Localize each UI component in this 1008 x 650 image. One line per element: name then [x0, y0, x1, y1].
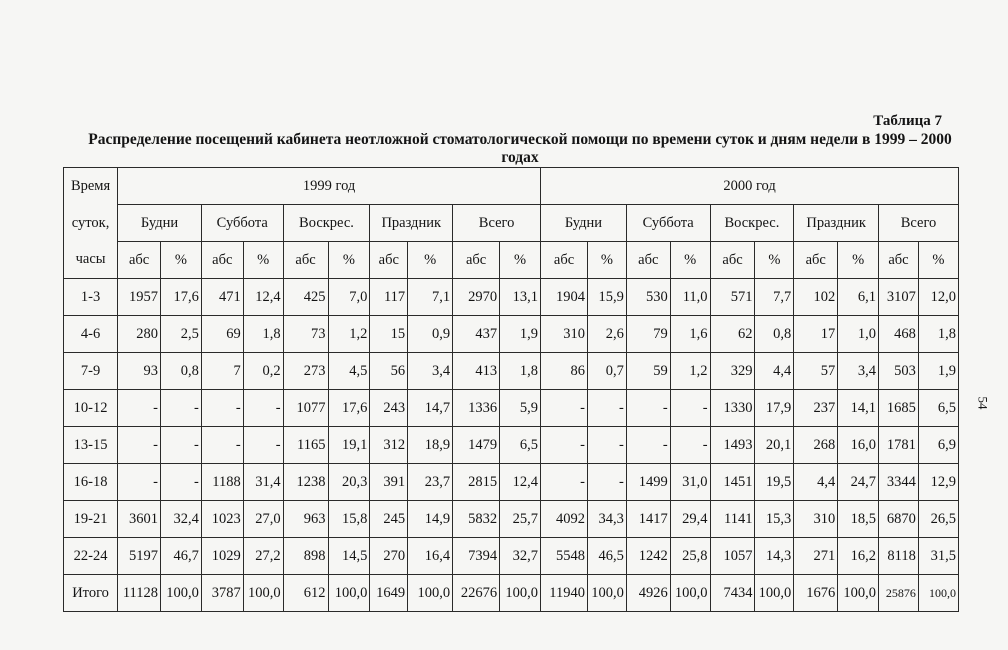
header-unit-abs: абс — [453, 242, 500, 279]
table-row — [64, 538, 959, 575]
cell-abs: 963 — [283, 501, 328, 538]
cell-pct: 16,4 — [408, 538, 453, 575]
cell-abs: 86 — [541, 353, 588, 390]
header-group: Всего — [879, 205, 959, 242]
cell-pct: 14,5 — [328, 538, 370, 575]
cell-pct: 15,3 — [755, 501, 794, 538]
row-label: 1-3 — [64, 279, 118, 316]
cell-pct: - — [161, 427, 202, 464]
cell-abs: 1057 — [710, 538, 755, 575]
header-unit-abs: абс — [370, 242, 408, 279]
cell-pct: 0,2 — [243, 353, 283, 390]
cell-pct: 100,0 — [670, 575, 710, 612]
cell-pct: 31,5 — [918, 538, 958, 575]
cell-pct: - — [243, 427, 283, 464]
cell-pct: 100,0 — [918, 575, 958, 612]
cell-pct: 100,0 — [588, 575, 627, 612]
cell-abs: 310 — [794, 501, 838, 538]
header-unit-pct: % — [328, 242, 370, 279]
cell-abs: - — [626, 390, 670, 427]
header-group: Будни — [118, 205, 202, 242]
cell-pct: 6,1 — [838, 279, 879, 316]
cell-abs: - — [201, 427, 243, 464]
header-group: Воскрес. — [283, 205, 370, 242]
header-unit-abs: абс — [626, 242, 670, 279]
cell-abs: 62 — [710, 316, 755, 353]
cell-abs: 1077 — [283, 390, 328, 427]
cell-pct: 6,9 — [918, 427, 958, 464]
cell-pct: 2,6 — [588, 316, 627, 353]
row-label: 16-18 — [64, 464, 118, 501]
cell-pct: 6,5 — [500, 427, 541, 464]
header-unit-pct: % — [500, 242, 541, 279]
cell-abs: 7434 — [710, 575, 755, 612]
table-row — [64, 279, 959, 316]
cell-pct: 14,1 — [838, 390, 879, 427]
cell-pct: 1,8 — [243, 316, 283, 353]
page-number: 54 — [975, 396, 991, 410]
table-row — [64, 390, 959, 427]
cell-pct: 6,5 — [918, 390, 958, 427]
cell-pct: 1,9 — [918, 353, 958, 390]
header-unit-abs: абс — [201, 242, 243, 279]
cell-abs: 1029 — [201, 538, 243, 575]
header-unit-pct: % — [918, 242, 958, 279]
cell-abs: 22676 — [453, 575, 500, 612]
header-unit-pct: % — [161, 242, 202, 279]
cell-pct: 100,0 — [408, 575, 453, 612]
cell-pct: - — [243, 390, 283, 427]
cell-abs: - — [201, 390, 243, 427]
table-row — [64, 464, 959, 501]
cell-abs: 57 — [794, 353, 838, 390]
cell-pct: 17,6 — [328, 390, 370, 427]
cell-pct: - — [588, 390, 627, 427]
header-unit-pct: % — [408, 242, 453, 279]
header-time-1: Время — [64, 168, 118, 205]
cell-abs: 4092 — [541, 501, 588, 538]
cell-abs: 6870 — [879, 501, 919, 538]
cell-pct: 19,1 — [328, 427, 370, 464]
cell-abs: 243 — [370, 390, 408, 427]
cell-pct: 1,9 — [500, 316, 541, 353]
header-row-units — [64, 242, 959, 279]
cell-pct: 15,9 — [588, 279, 627, 316]
cell-abs: 7 — [201, 353, 243, 390]
cell-abs: - — [118, 427, 161, 464]
cell-pct: 4,4 — [755, 353, 794, 390]
header-time-2: суток, — [64, 205, 118, 242]
table-row — [64, 316, 959, 353]
cell-abs: 1242 — [626, 538, 670, 575]
cell-pct: 3,4 — [408, 353, 453, 390]
cell-abs: 1336 — [453, 390, 500, 427]
cell-pct: 0,8 — [755, 316, 794, 353]
cell-pct: 32,4 — [161, 501, 202, 538]
cell-abs: 571 — [710, 279, 755, 316]
cell-abs: 503 — [879, 353, 919, 390]
row-label: 7-9 — [64, 353, 118, 390]
cell-abs: - — [541, 427, 588, 464]
cell-pct: 0,7 — [588, 353, 627, 390]
row-label: 19-21 — [64, 501, 118, 538]
cell-pct: 7,0 — [328, 279, 370, 316]
cell-pct: - — [670, 390, 710, 427]
cell-pct: 11,0 — [670, 279, 710, 316]
cell-abs: 1451 — [710, 464, 755, 501]
row-label: 22-24 — [64, 538, 118, 575]
header-unit-abs: абс — [794, 242, 838, 279]
cell-abs: 1165 — [283, 427, 328, 464]
cell-abs: 1023 — [201, 501, 243, 538]
header-group: Будни — [541, 205, 627, 242]
row-label: 4-6 — [64, 316, 118, 353]
cell-pct: 4,5 — [328, 353, 370, 390]
cell-abs: 3601 — [118, 501, 161, 538]
cell-abs: 898 — [283, 538, 328, 575]
data-table — [63, 167, 959, 612]
cell-abs: 413 — [453, 353, 500, 390]
cell-pct: 32,7 — [500, 538, 541, 575]
table-row — [64, 501, 959, 538]
table-row — [64, 353, 959, 390]
cell-pct: 34,3 — [588, 501, 627, 538]
table-title: Распределение посещений кабинета неотложной стоматологической помощи по времени суток и дням недели в 1999 – 2000 годах — [88, 131, 952, 166]
cell-pct: 25,7 — [500, 501, 541, 538]
cell-pct: 1,8 — [500, 353, 541, 390]
cell-pct: 19,5 — [755, 464, 794, 501]
cell-abs: 3787 — [201, 575, 243, 612]
cell-pct: 23,7 — [408, 464, 453, 501]
cell-pct: - — [588, 427, 627, 464]
cell-abs: 329 — [710, 353, 755, 390]
cell-abs: - — [626, 427, 670, 464]
cell-abs: 425 — [283, 279, 328, 316]
header-unit-abs: абс — [283, 242, 328, 279]
cell-pct: 100,0 — [243, 575, 283, 612]
cell-pct: 18,9 — [408, 427, 453, 464]
header-time-3: часы — [64, 242, 118, 279]
cell-pct: 24,7 — [838, 464, 879, 501]
cell-abs: 437 — [453, 316, 500, 353]
cell-pct: 31,0 — [670, 464, 710, 501]
cell-pct: 0,8 — [161, 353, 202, 390]
cell-abs: 1676 — [794, 575, 838, 612]
row-label: Итого — [64, 575, 118, 612]
cell-abs: - — [118, 464, 161, 501]
header-row-groups — [64, 205, 959, 242]
cell-abs: 2815 — [453, 464, 500, 501]
cell-abs: 3344 — [879, 464, 919, 501]
row-label: 10-12 — [64, 390, 118, 427]
cell-abs: 268 — [794, 427, 838, 464]
cell-pct: 100,0 — [755, 575, 794, 612]
cell-pct: 25,8 — [670, 538, 710, 575]
cell-abs: 3107 — [879, 279, 919, 316]
header-unit-pct: % — [670, 242, 710, 279]
cell-pct: 100,0 — [161, 575, 202, 612]
cell-abs: - — [118, 390, 161, 427]
cell-abs: 11128 — [118, 575, 161, 612]
cell-abs: 271 — [794, 538, 838, 575]
header-unit-pct: % — [838, 242, 879, 279]
cell-pct: 31,4 — [243, 464, 283, 501]
cell-abs: 5197 — [118, 538, 161, 575]
cell-abs: 7394 — [453, 538, 500, 575]
cell-abs: 1493 — [710, 427, 755, 464]
cell-abs: 1479 — [453, 427, 500, 464]
cell-pct: - — [588, 464, 627, 501]
cell-pct: 46,5 — [588, 538, 627, 575]
cell-pct: 100,0 — [838, 575, 879, 612]
cell-abs: 1781 — [879, 427, 919, 464]
cell-abs: 612 — [283, 575, 328, 612]
cell-abs: 4926 — [626, 575, 670, 612]
cell-pct: 20,3 — [328, 464, 370, 501]
header-group: Суббота — [626, 205, 710, 242]
cell-pct: 1,0 — [838, 316, 879, 353]
cell-abs: 79 — [626, 316, 670, 353]
cell-abs: 5548 — [541, 538, 588, 575]
header-group: Всего — [453, 205, 541, 242]
cell-pct: 7,7 — [755, 279, 794, 316]
cell-pct: 27,0 — [243, 501, 283, 538]
cell-abs: 56 — [370, 353, 408, 390]
cell-abs: 15 — [370, 316, 408, 353]
header-unit-abs: абс — [710, 242, 755, 279]
cell-abs: 5832 — [453, 501, 500, 538]
header-group: Воскрес. — [710, 205, 794, 242]
cell-abs: 69 — [201, 316, 243, 353]
cell-pct: 1,2 — [670, 353, 710, 390]
header-group: Суббота — [201, 205, 283, 242]
cell-pct: 2,5 — [161, 316, 202, 353]
cell-abs: 4,4 — [794, 464, 838, 501]
cell-abs: 93 — [118, 353, 161, 390]
cell-pct: 18,5 — [838, 501, 879, 538]
header-unit-abs: абс — [118, 242, 161, 279]
cell-abs: 1188 — [201, 464, 243, 501]
cell-abs: 11940 — [541, 575, 588, 612]
cell-pct: 46,7 — [161, 538, 202, 575]
cell-pct: 12,4 — [500, 464, 541, 501]
cell-abs: 530 — [626, 279, 670, 316]
cell-abs: - — [541, 464, 588, 501]
cell-pct: 14,3 — [755, 538, 794, 575]
header-group: Праздник — [370, 205, 453, 242]
cell-abs: 25876 — [879, 575, 919, 612]
cell-abs: 391 — [370, 464, 408, 501]
header-unit-abs: абс — [541, 242, 588, 279]
cell-pct: 27,2 — [243, 538, 283, 575]
table-row — [64, 575, 959, 612]
cell-pct: 1,2 — [328, 316, 370, 353]
cell-pct: 100,0 — [500, 575, 541, 612]
cell-pct: 12,9 — [918, 464, 958, 501]
cell-abs: 280 — [118, 316, 161, 353]
cell-abs: 102 — [794, 279, 838, 316]
cell-abs: - — [541, 390, 588, 427]
cell-pct: 15,8 — [328, 501, 370, 538]
cell-pct: 17,9 — [755, 390, 794, 427]
cell-pct: 0,9 — [408, 316, 453, 353]
header-unit-abs: абс — [879, 242, 919, 279]
cell-abs: 237 — [794, 390, 838, 427]
cell-pct: 7,1 — [408, 279, 453, 316]
cell-pct: 3,4 — [838, 353, 879, 390]
cell-abs: 1417 — [626, 501, 670, 538]
cell-pct: - — [161, 390, 202, 427]
cell-abs: 1649 — [370, 575, 408, 612]
cell-pct: 5,9 — [500, 390, 541, 427]
cell-abs: 471 — [201, 279, 243, 316]
cell-abs: 59 — [626, 353, 670, 390]
header-unit-pct: % — [588, 242, 627, 279]
cell-abs: 310 — [541, 316, 588, 353]
cell-abs: 1685 — [879, 390, 919, 427]
cell-abs: 245 — [370, 501, 408, 538]
cell-pct: 1,6 — [670, 316, 710, 353]
cell-abs: 2970 — [453, 279, 500, 316]
cell-abs: 1238 — [283, 464, 328, 501]
header-year-1999: 1999 год — [118, 168, 541, 205]
cell-pct: 20,1 — [755, 427, 794, 464]
cell-abs: 117 — [370, 279, 408, 316]
cell-abs: 273 — [283, 353, 328, 390]
cell-pct: 13,1 — [500, 279, 541, 316]
cell-abs: 1499 — [626, 464, 670, 501]
cell-pct: 12,4 — [243, 279, 283, 316]
cell-pct: 1,8 — [918, 316, 958, 353]
header-unit-pct: % — [243, 242, 283, 279]
cell-abs: 1904 — [541, 279, 588, 316]
cell-pct: 14,9 — [408, 501, 453, 538]
cell-pct: 29,4 — [670, 501, 710, 538]
header-year-2000: 2000 год — [541, 168, 959, 205]
cell-pct: 100,0 — [328, 575, 370, 612]
cell-pct: 14,7 — [408, 390, 453, 427]
cell-pct: 12,0 — [918, 279, 958, 316]
table-row — [64, 427, 959, 464]
cell-abs: 17 — [794, 316, 838, 353]
cell-pct: - — [670, 427, 710, 464]
cell-abs: 312 — [370, 427, 408, 464]
cell-abs: 73 — [283, 316, 328, 353]
header-group: Праздник — [794, 205, 879, 242]
cell-pct: 17,6 — [161, 279, 202, 316]
cell-pct: 26,5 — [918, 501, 958, 538]
cell-abs: 1141 — [710, 501, 755, 538]
cell-abs: 1330 — [710, 390, 755, 427]
cell-pct: 16,0 — [838, 427, 879, 464]
cell-pct: 16,2 — [838, 538, 879, 575]
cell-abs: 8118 — [879, 538, 919, 575]
cell-abs: 468 — [879, 316, 919, 353]
row-label: 13-15 — [64, 427, 118, 464]
header-row-years — [64, 168, 959, 205]
cell-abs: 270 — [370, 538, 408, 575]
header-unit-pct: % — [755, 242, 794, 279]
table-label: Таблица 7 — [873, 113, 942, 129]
cell-pct: - — [161, 464, 202, 501]
cell-abs: 1957 — [118, 279, 161, 316]
